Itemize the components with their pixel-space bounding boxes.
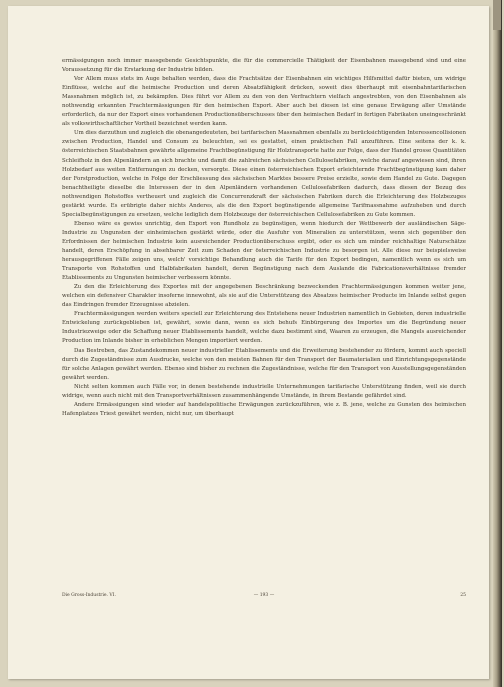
paragraph: Nicht selten kommen auch Fälle vor, in denen bestehende industrielle Unternehmungen tarifarische Unterstützung finden, weil sie durch widrige, wenn auch nicht mit den Transportverhältnissen zusammenhängende Umstände, in ihrem Bestande gefährdet sind. <box>62 383 466 399</box>
paragraph: Ebenso wäre es gewiss unrichtig, den Export von Rundholz zu begünstigen, wenn hiedurch der Wettbewerb der ausländischen Säge-Industrie zu Ungunsten der einheimischen gestärkt würde, oder die Ausfuhr von Mineralien zu unterstützen, wenn sich gegenüber den Erfordnissen der heimischen Industrie kein ausreichender Productionüberschuss ergibt, oder es sich um minder reichhaltige Naturschätze handelt, deren Erschöpfung in absehbarer Zeit zum Schaden der österreichischen Industrie zu besorgen ist. Alle diese nur beispielsweise herausgegriffenen Fälle zeigen uns, welch' vorsichtige Behandlung auch die Tarife für den Export bedingen, namentlich wenn es sich um Transporte von Rohstoffen und Halbfabrikaten handelt, deren Begünstigung nach dem Auslande die Fabricationsverhältnisse fremder Etablissements zu Ungunsten heimischer verbessern könnte. <box>62 220 466 282</box>
paragraph: Vor Allem muss stets im Auge behalten werden, dass die Frachtsätze der Eisenbahnen ein wichtiges Hilfsmittel dafür bieten, um widrige Einflüsse, welche auf die heimische Production und deren Absatzfähigkeit drücken, soweit dies überhaupt mit eisenbahntarifarischen Massnahmen möglich ist, zu bekämpfen. Dies führt vor Allem zu den von den Verfrachtern vielfach angestrebten, von den Eisenbahnen als nothwendig erkannten Frachtermässigungen für den heimischen Export. Aber auch bei diesen ist eine genaue Erwägung aller Umstände erforderlich, da nur der Export eines vorhandenen Productionsüberschusses über den heimischen Bedarf in fertigen Fabrikaten uneingeschränkt als volkswirthschaftlicher Vortheil bezeichnet werden kann. <box>62 76 466 128</box>
binding-tab <box>493 0 501 30</box>
paragraph: Andere Ermässigungen sind wieder auf handelspolitische Erwägungen zurückzuführen, wie z. B. jene, welche zu Gunsten des heimischen Hafenplatzes Triest gewährt werden, nicht nur, um überhaupt <box>62 401 466 417</box>
paragraph: Frachtermässigungen werden weiters speciell zur Erleichterung des Entstehens neuer Industrien namentlich in Gebieten, deren industrielle Entwickelung zurückgeblieben ist, gewährt, sowie dann, wenn es sich behufs Einbürgerung des Importes um die Begründung neuer Industriezweige oder die Schaffung neuer Etablissements handelt, welche dazu bestimmt sind, Waaren zu erzeugen, die Mangels ausreichender Production im Inlande bisher in erheblichen Mengen importiert werden. <box>62 311 466 345</box>
sheet-number: 25 <box>460 593 466 598</box>
paragraph: Zu den die Erleichterung des Exportes mit der angegebenen Beschränkung bezweckenden Frachtermässigungen kommen weiter jene, welchen ein defensiver Charakter insoferne innewohnt, als sie auf die Unterstützung des Absatzes heimischer Producte im Inlande selbst gegen das Eindringen fremder Erzeugnisse abzielen. <box>62 284 466 309</box>
page-footer <box>62 593 466 603</box>
signature-mark: Die Gross-Industrie. VI. <box>62 593 116 598</box>
page-number: — 193 — <box>253 593 275 598</box>
paragraph: Das Bestreben, das Zustandekommen neuer industrieller Etablissements und die Erweiterung bestehender zu fördern, kommt auch speciell durch die Zugeständnisse zum Ausdrucke, welche von den meisten Bahnen für den Transport der Baumaterialien und Einrichtungsgegenstände für solche Anlagen gewährt werden. Ebenso sind bisher zu rechnen die Zugeständnisse, welche für den Transport von Ausstellungsgegenständen gewährt werden. <box>62 347 466 381</box>
paragraph: ermässigungen noch immer massgebende Gesichtspunkte, die für die commercielle Thätigkeit der Eisenbahnen massgebend sind und eine Voraussetzung für die Erstarkung der Industrie bilden. <box>62 58 466 74</box>
paragraph: Um dies darzuthun und zugleich die obenangedeuteten, bei tarifarischen Massnahmen ebenfalls zu berücksichtigenden Interessencollisionen zwischen Production, Handel und Consum zu beleuchten, sei es gestattet, einen praktischen Fall anzuführen. Eine seitens der k. k. österreichischen Staatsbahnen gewährte allgemeine Frachtbegünstigung für Holztransporte hatte zur Folge, dass der Handel grosse Quantitäten Schleifholz in den Alpenländern an sich brachte und damit die zahlreichen sächsischen Cellulosefabriken, welche darauf angewiesen sind, ihren Holzbedarf aus weiten Entfernungen zu decken, versorgte. Diese einen österreichischen Export erleichternde Frachtbegünstigung kam daher der Forstproduction, welche in Folge der Erschliessung des sächsischen Marktes bessere Preise erzielte, sowie dem Handel zu Gute. Dagegen benachtheiligte dieselbe die Interessen der in den Alpenländern vorhandenen Cellulosefabriken dadurch, dass diesen der Bezug des nothwendigen Rohstoffes vertheuert und zugleich die Concurrenzkraft der sächsischen Fabriken durch die Erleichterung des Holzbezuges gestärkt wurde. Es erübrigte daher nichts Anderes, als die den Export begünstigende allgemeine Tarifmassnahme aufzuheben und durch Specialbegünstigungen zu ersetzen, welche lediglich dem Holzbezuge der österreichischen Cellulosefabriken zu Gute kommen. <box>62 130 466 218</box>
book-binding-edge <box>493 0 502 687</box>
page-body-text <box>62 57 466 419</box>
